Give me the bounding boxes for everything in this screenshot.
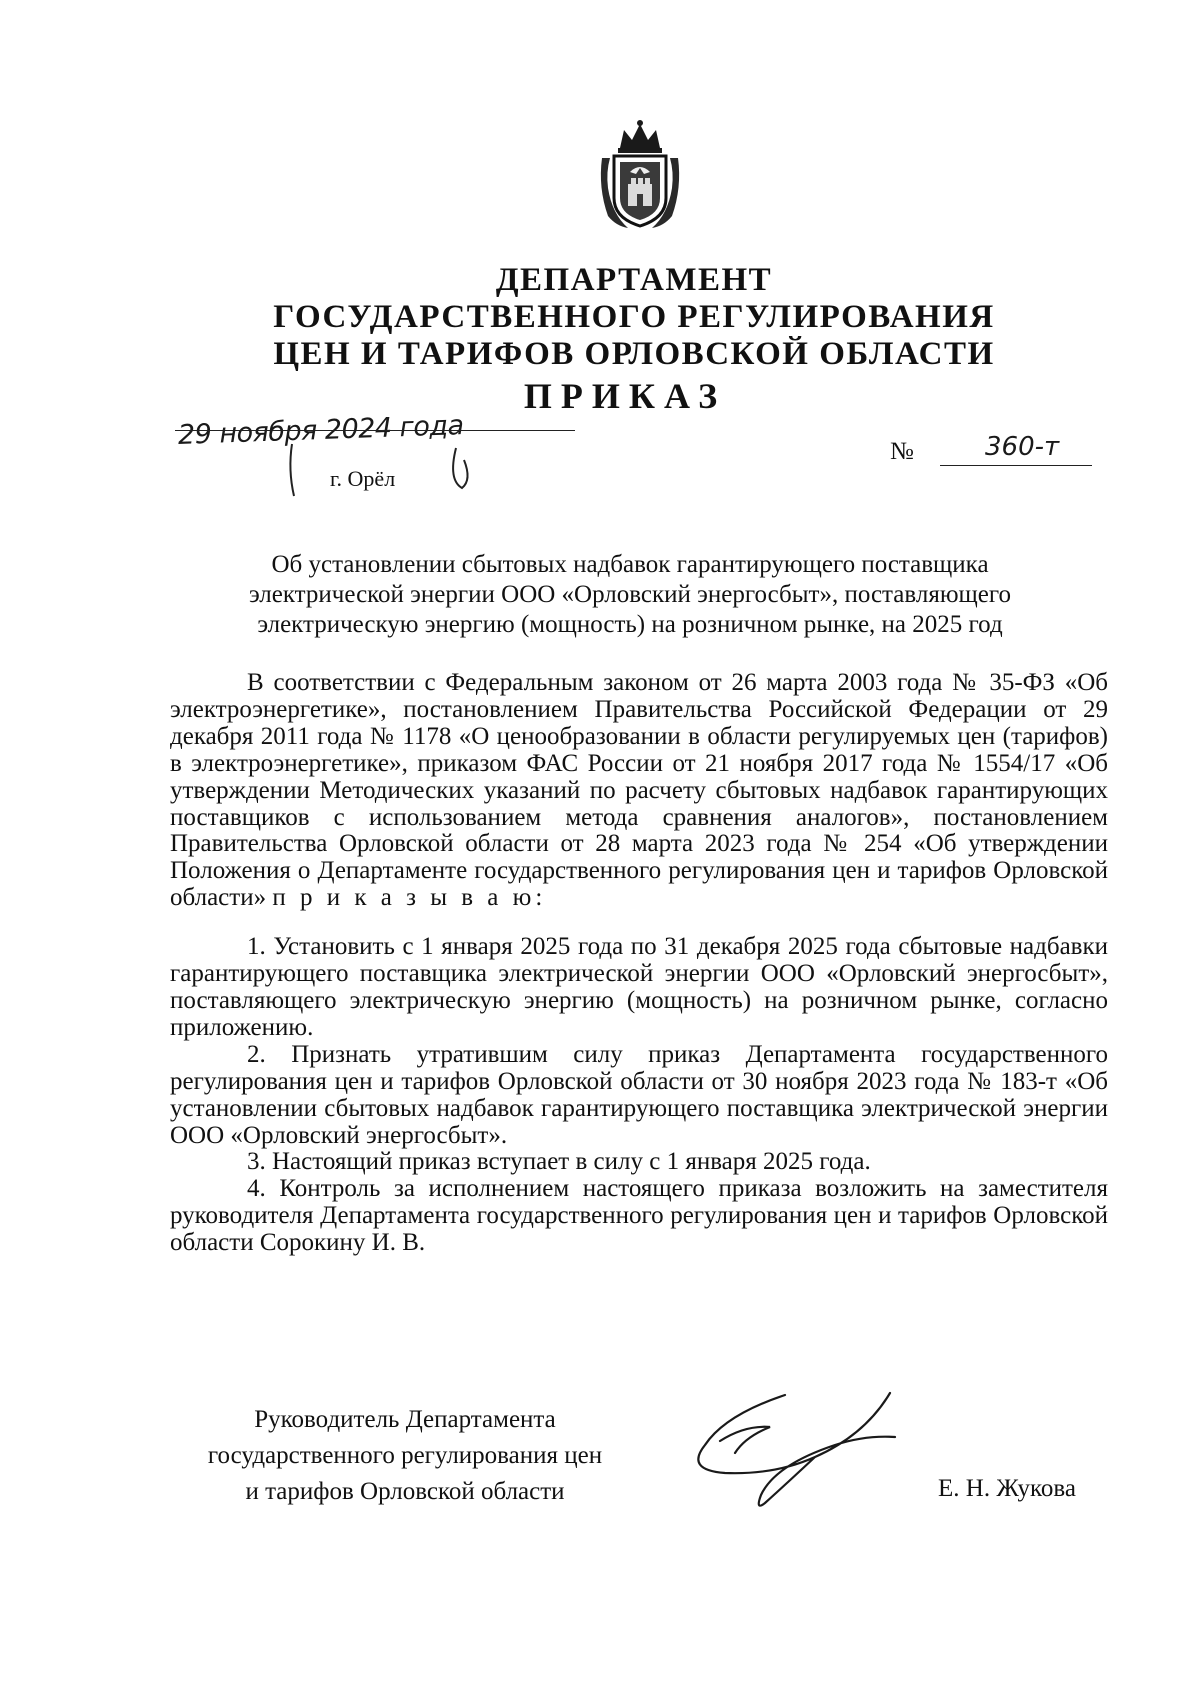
handwritten-signature — [665, 1375, 905, 1515]
subject-line: электрическую энергию (мощность) на розничном рынке, на 2025 год — [257, 611, 1003, 638]
city: г. Орёл — [330, 466, 396, 491]
signer-title-line: Руководитель Департамента — [254, 1406, 556, 1433]
org-name-line-3: ЦЕН И ТАРИФОВ ОРЛОВСКОЙ ОБЛАСТИ — [273, 336, 995, 372]
signer-title-line: и тарифов Орловской области — [245, 1478, 565, 1505]
number-sign: № — [890, 438, 914, 465]
document-subject — [170, 550, 1090, 640]
order-item: 1. Установить с 1 января 2025 года по 31 декабря 2025 года сбытовые надбавки гарантирующего поставщика электрической энергии ООО «Орловский энергосбыт», поставляющего электрическую энергию (мощность) на розничном рынке, согласно приложению. — [170, 933, 1108, 1041]
org-name-line-2: ГОСУДАРСТВЕННОГО РЕГУЛИРОВАНИЯ — [273, 299, 995, 335]
coat-of-arms-icon — [598, 118, 682, 232]
number-underline — [940, 465, 1092, 466]
order-item: 2. Признать утратившим силу приказ Департамента государственного регулирования цен и тарифов Орловской области от 30 ноября 2023 года № 183-т «Об установлении сбытовых надбавок гарантирующего поставщика электрической энергии ООО «Орловский энергосбыт». — [170, 1040, 1108, 1149]
signer-title-line: государственного регулирования цен — [207, 1442, 603, 1469]
subject-line: электрической энергии ООО «Орловский энергосбыт», поставляющего — [249, 581, 1011, 608]
order-item: 4. Контроль за исполнением настоящего приказа возложить на заместителя руководителя Департамента государственного регулирования цен и тарифов Орловской области Сорокину И. В. — [170, 1175, 1108, 1257]
handwritten-number: 360-т — [985, 432, 1060, 462]
document-type: ПРИКАЗ — [523, 376, 727, 416]
document-body — [170, 670, 1108, 1257]
preamble-text: В соответствии с Федеральным законом от 26 марта 2003 года № 35-ФЗ «Об электроэнергетике», постановлением Правительства Российской Федерации от 29 декабря 2011 года № 1178 «О ценообразовании в области регулируемых цен (тарифов) в электроэнергетике», приказом ФАС России от 21 ноября 2017 года № 1554/17 «Об утверждении Методических указаний по расчету сбытовых надбавок гарантирующих поставщиков с использованием метода сравнения аналогов», постановлением Правительства Орловской области от 28 марта 2023 года № 254 «Об утверждении Положения о Департаменте государственного регулирования цен и тарифов Орловской области» — [170, 669, 1108, 912]
preamble-paragraph — [170, 670, 1108, 912]
handwritten-date: 29 ноября 2024 года — [177, 410, 465, 451]
subject-line: Об установлении сбытовых надбавок гарантирующего поставщика — [271, 551, 989, 578]
signer-name: Е. Н. Жукова — [938, 1475, 1076, 1502]
signer-title — [170, 1402, 640, 1510]
date-underline — [175, 430, 575, 431]
decree-word: п р и к а з ы в а ю: — [272, 884, 547, 912]
order-item: 3. Настоящий приказ вступает в силу с 1 января 2025 года. — [247, 1148, 871, 1176]
document-header — [0, 262, 1200, 417]
org-name-line-1: ДЕПАРТАМЕНТ — [495, 262, 773, 298]
